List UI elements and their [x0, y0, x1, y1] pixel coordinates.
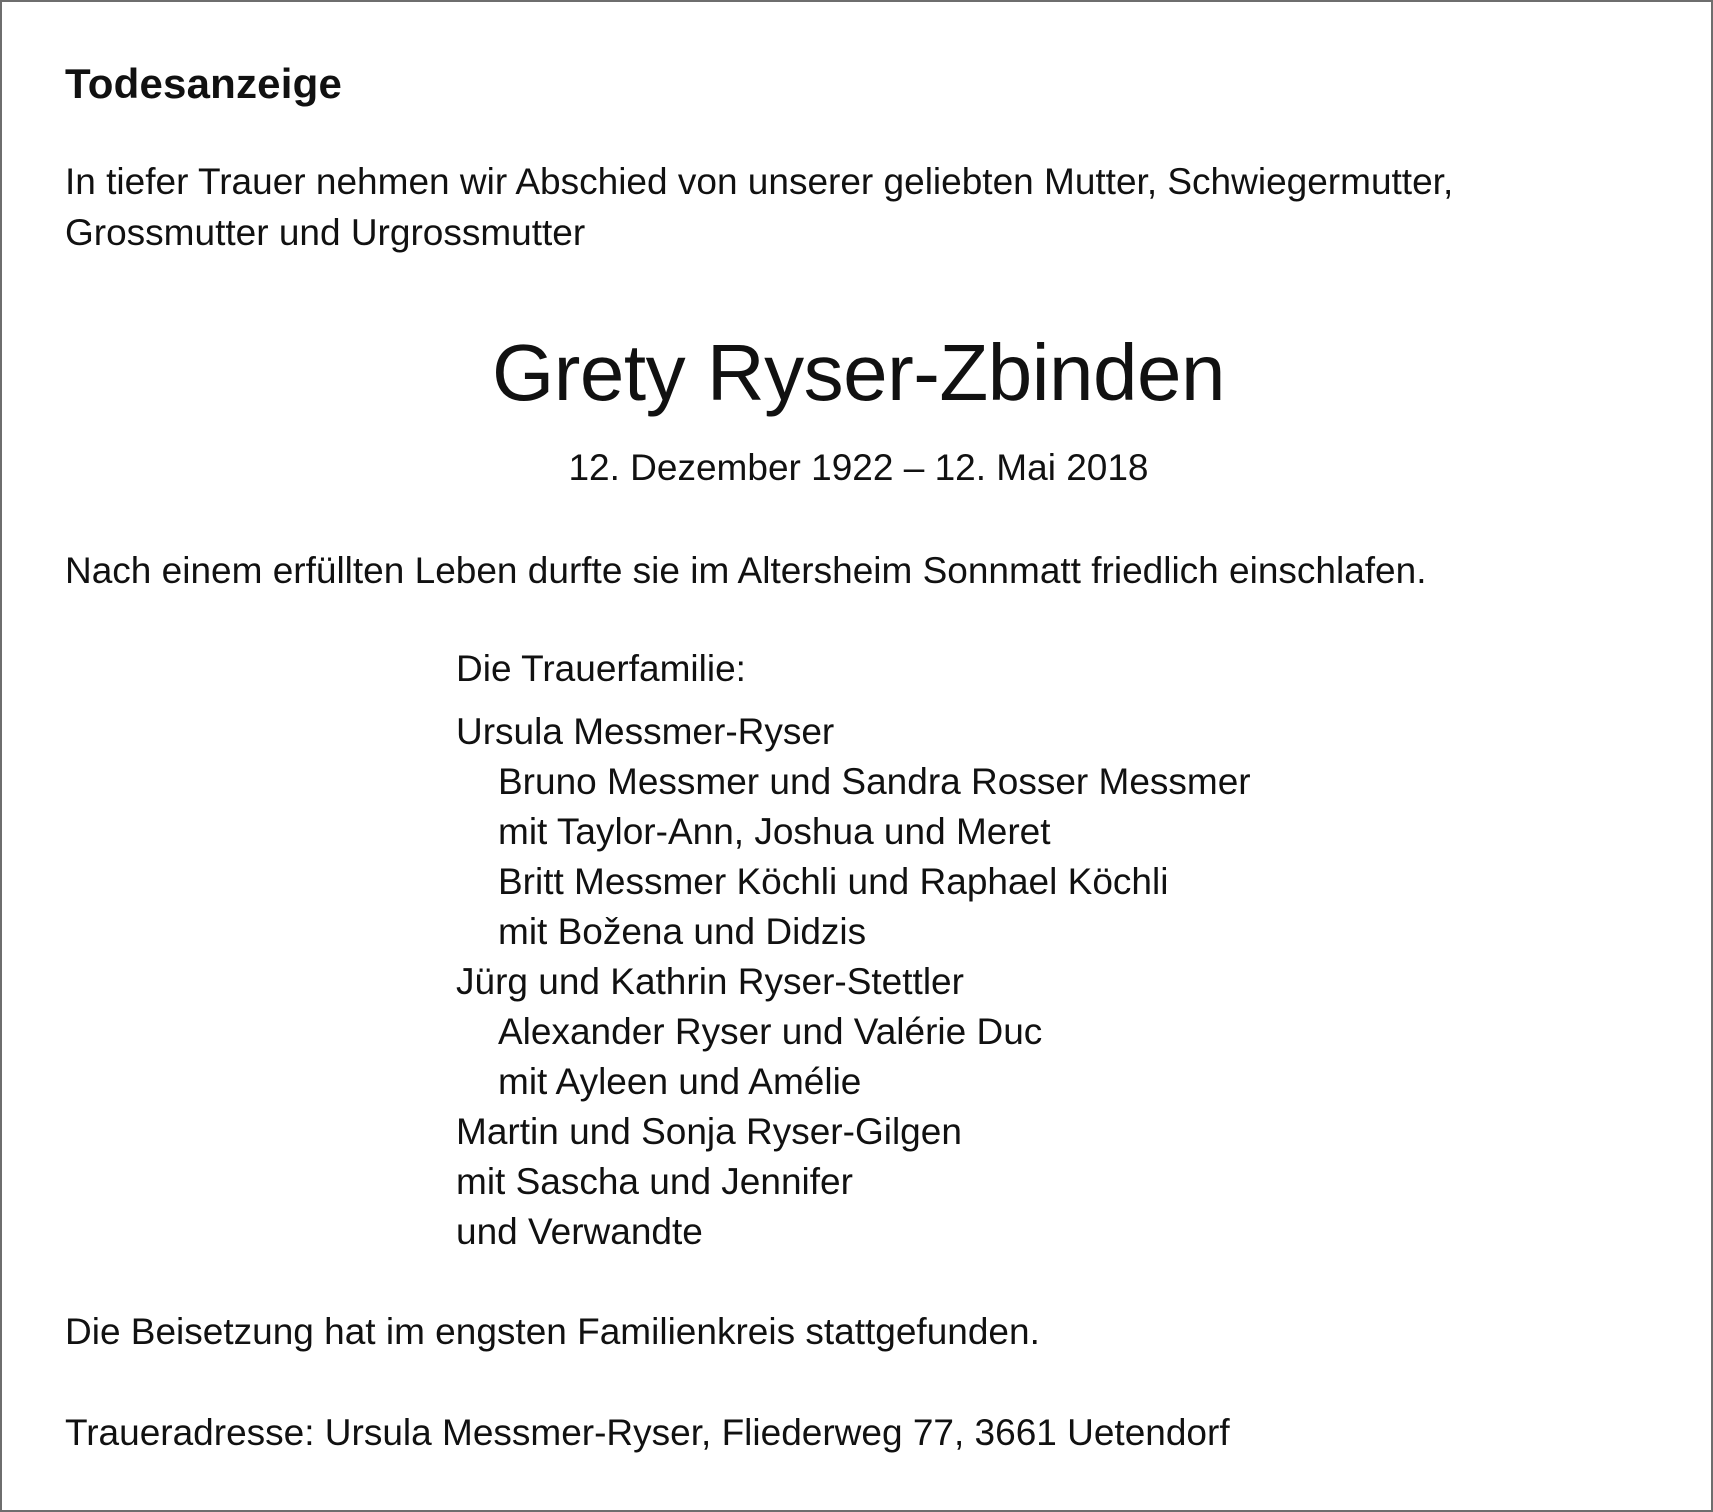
- family-member: mit Taylor-Ann, Joshua und Meret: [498, 811, 1051, 852]
- notice-heading: Todesanzeige: [65, 60, 343, 107]
- passing-statement: Nach einem erfüllten Leben durfte sie im Altersheim Sonnmatt friedlich einschlafen.: [65, 550, 1427, 591]
- family-member: Bruno Messmer und Sandra Rosser Messmer: [498, 761, 1251, 802]
- family-member: mit Ayleen und Amélie: [498, 1061, 862, 1102]
- family-member: Alexander Ryser und Valérie Duc: [498, 1011, 1043, 1052]
- intro-paragraph: [65, 156, 1453, 258]
- mourning-address: Traueradresse: Ursula Messmer-Ryser, Fliederweg 77, 3661 Uetendorf: [65, 1412, 1230, 1453]
- family-member: Martin und Sonja Ryser-Gilgen: [456, 1111, 962, 1152]
- life-dates: 12. Dezember 1922 – 12. Mai 2018: [568, 447, 1149, 488]
- family-member: Ursula Messmer-Ryser: [456, 711, 835, 752]
- deceased-name: Grety Ryser-Zbinden: [492, 328, 1225, 417]
- burial-statement: Die Beisetzung hat im engsten Familienkreis stattgefunden.: [65, 1311, 1040, 1352]
- intro-line: In tiefer Trauer nehmen wir Abschied von unserer geliebten Mutter, Schwiegermutter,: [65, 161, 1454, 202]
- intro-line: Grossmutter und Urgrossmutter: [65, 212, 586, 253]
- family-member-list: [456, 707, 1251, 1257]
- family-member: Britt Messmer Köchli und Raphael Köchli: [498, 861, 1169, 902]
- family-title: Die Trauerfamilie:: [456, 648, 746, 689]
- family-member: Jürg und Kathrin Ryser-Stettler: [456, 961, 964, 1002]
- family-member: und Verwandte: [456, 1211, 703, 1252]
- family-member: mit Božena und Didzis: [498, 911, 867, 952]
- family-member: mit Sascha und Jennifer: [456, 1161, 853, 1202]
